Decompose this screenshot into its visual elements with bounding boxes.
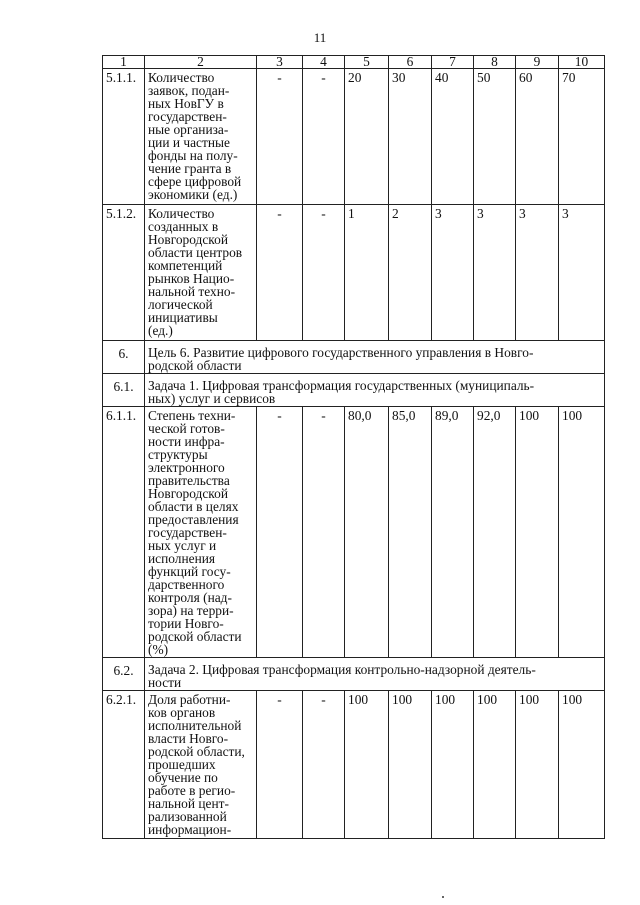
value-cell: 100	[559, 691, 605, 839]
header-cell: 2	[145, 56, 257, 69]
value-cell: 70	[559, 69, 605, 205]
value-cell: -	[257, 205, 303, 341]
section-title: Задача 1. Цифровая трансформация государственных (муниципаль- ных) услуг и сервисов	[145, 374, 605, 407]
value-cell: 20	[345, 69, 389, 205]
section-row	[103, 658, 605, 691]
table-row	[103, 407, 605, 658]
indicator-name: Количество созданных в Новгородской области центров компетенций рынков Нацио- нальной техно- логической инициативы (ед.)	[145, 205, 257, 341]
value-cell: 60	[516, 69, 559, 205]
row-number: 5.1.1.	[103, 69, 145, 205]
value-cell: 100	[474, 691, 516, 839]
indicator-name: Доля работни- ков органов исполнительной власти Новго- родской области, прошедших обучение по работе в регио- нальной цент- рализованной информацион-	[145, 691, 257, 839]
value-cell: 100	[389, 691, 432, 839]
value-cell: 80,0	[345, 407, 389, 658]
value-cell: -	[303, 407, 345, 658]
value-cell: 30	[389, 69, 432, 205]
value-cell: 100	[516, 691, 559, 839]
section-title: Задача 2. Цифровая трансформация контрольно-надзорной деятель- ности	[145, 658, 605, 691]
header-cell: 7	[432, 56, 474, 69]
value-cell: 100	[559, 407, 605, 658]
header-cell: 5	[345, 56, 389, 69]
row-number: 5.1.2.	[103, 205, 145, 341]
value-cell: 92,0	[474, 407, 516, 658]
value-cell: -	[257, 69, 303, 205]
section-number: 6.2.	[103, 658, 145, 691]
header-cell: 6	[389, 56, 432, 69]
row-number: 6.2.1.	[103, 691, 145, 839]
value-cell: 3	[516, 205, 559, 341]
header-cell: 3	[257, 56, 303, 69]
table-row	[103, 69, 605, 205]
value-cell: 2	[389, 205, 432, 341]
row-number: 6.1.1.	[103, 407, 145, 658]
value-cell: -	[257, 691, 303, 839]
value-cell: 85,0	[389, 407, 432, 658]
section-row	[103, 341, 605, 374]
header-cell: 4	[303, 56, 345, 69]
scan-speck	[442, 896, 444, 898]
header-cell: 10	[559, 56, 605, 69]
value-cell: 1	[345, 205, 389, 341]
page-number: 11	[313, 30, 327, 45]
header-cell: 9	[516, 56, 559, 69]
value-cell: 100	[345, 691, 389, 839]
value-cell: 89,0	[432, 407, 474, 658]
section-title: Цель 6. Развитие цифрового государственного управления в Новго- родской области	[145, 341, 605, 374]
header-cell: 8	[474, 56, 516, 69]
header-cell: 1	[103, 56, 145, 69]
value-cell: 3	[432, 205, 474, 341]
value-cell: -	[303, 205, 345, 341]
section-number: 6.	[103, 341, 145, 374]
header-row	[103, 56, 605, 69]
section-number: 6.1.	[103, 374, 145, 407]
indicator-name: Степень техни- ческой готов- ности инфра- структуры электронного правительства Новгородской области в целях предоставления государствен- ных услуг и исполнения функций госу- дарственного контроля (над- зора) на терри- тории Новго- родской области (%)	[145, 407, 257, 658]
value-cell: 3	[474, 205, 516, 341]
value-cell: -	[303, 69, 345, 205]
value-cell: 3	[559, 205, 605, 341]
value-cell: -	[303, 691, 345, 839]
value-cell: -	[257, 407, 303, 658]
table-row	[103, 691, 605, 839]
section-row	[103, 374, 605, 407]
value-cell: 100	[432, 691, 474, 839]
indicator-name: Количество заявок, подан- ных НовГУ в государствен- ные организа- ции и частные фонды на полу- чение гранта в сфере цифровой экономики (ед.)	[145, 69, 257, 205]
value-cell: 40	[432, 69, 474, 205]
value-cell: 50	[474, 69, 516, 205]
indicators-table	[102, 55, 605, 839]
value-cell: 100	[516, 407, 559, 658]
table-row	[103, 205, 605, 341]
